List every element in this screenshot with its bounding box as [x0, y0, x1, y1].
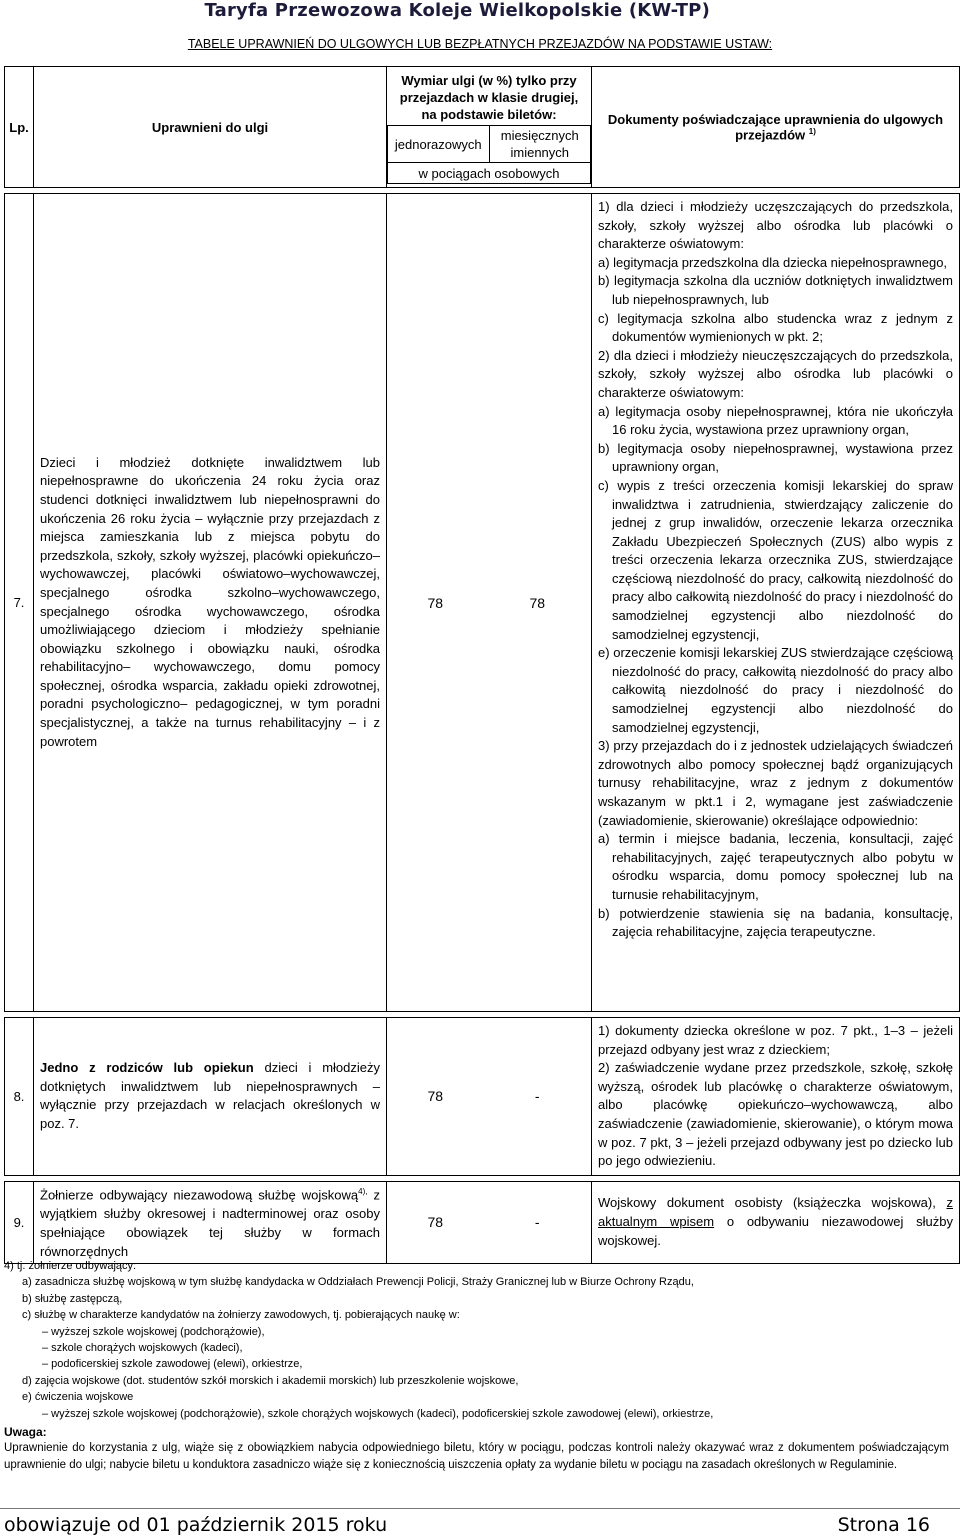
row7-doc-2e: e) orzeczenie komisji lekarskiej ZUS stwierdzające częściową niezdolność do pracy, całkowitą niezdolność do pracy albo całkowitą niezdolność do pracy i niezdolność do samodzielnej egzystencji albo niezdolność do samodzielnej egzystencji, [598, 645, 953, 735]
header-pociagi-osobowe: w pociągach osobowych [388, 163, 591, 184]
row7-doc-1b: b) legitymacja szkolna dla uczniów dotkniętych inwalidztwem lub niepełnosprawnych, lub [598, 273, 953, 307]
entitlements-table [4, 66, 960, 1264]
row8-documents [592, 1018, 960, 1176]
table-row-8 [5, 1018, 960, 1176]
row8-jednorazowych: 78 [387, 1018, 484, 1176]
header-miesiecznych: miesięcznych imiennych [489, 126, 591, 163]
row8-doc-2: 2) zaświadczenie wydane przez przedszkole, szkołę, szkołę wyższą, ośrodek lub placówkę o charakterze oświatowym, albo placówkę opiekuńczo–wychowawczą, albo zaświadczenie (zawiadomienie, skierowanie), o którym mowa w poz. 7 pkt, 3 – jeżeli przejazd odbywany jest po dziecko lub po jego odwiezieniu. [598, 1060, 953, 1169]
row9-doc-underlined: z aktualnym wpisem [598, 1195, 953, 1229]
row7-doc-1c: c) legitymacja szkolna albo studencka wraz z jednym z dokumentów wymienionych w pkt. 2; [598, 310, 953, 345]
row8-description [34, 1018, 387, 1176]
row7-doc-3: 3) przy przejazdach do i z jednostek udzielających świadczeń zdrowotnych albo pomocy społecznej bądź organizujących turnusy rehabilitacyjne, wraz z jednym z dokumentów wskazanym w pkt.1 i 2, wymagane jest zaświadczenie (zawiadomienie, skierowanie) określające odpowiednio: [598, 738, 953, 828]
row9-documents [592, 1181, 960, 1263]
row7-doc-1a: a) legitymacja przedszkolna dla dziecka niepełnosprawnego, [598, 254, 948, 270]
row7-jednorazowych: 78 [387, 194, 484, 1012]
row9-miesiecznych: - [484, 1181, 592, 1263]
header-dokumenty-footnote: 1) [808, 126, 816, 136]
row7-lp: 7. [5, 194, 34, 1012]
table-header-row [5, 67, 960, 188]
footnote-e-dash: – wyższej szkole wojskowej (podchorążowie), szkole chorążych wojskowych (kadeci), podoficerskiej szkole zawodowej (elewi), orkiestrze, [42, 1407, 714, 1420]
header-uprawnieni: Uprawnieni do ulgi [34, 67, 387, 188]
page-footer [0, 1508, 960, 1540]
table-row-7 [5, 194, 960, 1012]
table-section-title: TABELE UPRAWNIEŃ DO ULGOWYCH LUB BEZPŁATNYCH PRZEJAZDÓW NA PODSTAWIE USTAW: [187, 37, 773, 51]
header-dokumenty [592, 67, 960, 188]
uwaga-title: Uwaga: [4, 1425, 47, 1440]
footnote-4 [4, 1258, 949, 1473]
header-lp: Lp. [5, 67, 34, 188]
row7-miesiecznych: 78 [484, 194, 592, 1012]
header-dokumenty-text: Dokumenty poświadczające uprawnienia do ulgowych przejazdów [607, 111, 944, 143]
footnote-c-dash-2: – szkole chorążych wojskowych (kadeci), [42, 1342, 243, 1355]
row7-description: Dzieci i młodzież dotknięte inwalidztwem lub niepełnosprawne do ukończenia 24 roku życia oraz studenci dotknięci inwalidztwem lub niepełnosprawni do ukończenia 26 roku życia – wyłącznie przy przejazdach z miejsca zamieszkania lub z miejsca pobytu do przedszkola, szkoły, szkoły wyższej, placówki opiekuńczo– wychowawczej, placówki oświatowo–wychowawczej, specjalnego ośrodka szkolno–wychowawczego, specjalnego ośrodka wychowawczego, ośrodka umożliwiającego dzieciom i młodzieży spełnianie obowiązku szkolnego i obowiązku nauki, ośrodka rehabilitacyjno– wychowawczego, domu pomocy społecznej, ośrodka wsparcia, zakładu opieki zdrowotnej, poradni psychologiczno– pedagogicznej, w tym poradni specjalistycznej, a także na turnus rehabilitacyjny – i z powrotem [34, 194, 387, 1012]
row7-doc-2a: a) legitymacja osoby niepełnosprawnej, która nie ukończyła 16 roku życia, wystawiona przez uprawniony organ, [598, 403, 953, 438]
row8-miesiecznych: - [484, 1018, 592, 1176]
footnote-item-d: d) zajęcia wojskowe (dot. studentów szkół morskich i akademii morskich) lub przeszkolenie wojskowe, [22, 1374, 519, 1387]
row7-doc-2c: c) wypis z treści orzeczenia komisji lekarskiej do spraw inwalidztwa i zatrudnienia, stwierdzający zaliczenie do jednej z grup inwalidów, orzeczenie lekarza orzecznika Zakładu Ubezpieczeń Społecznych (ZUS) albo wypis z treści orzeczenia lekarza orzecznika ZUS, stwierdzające częściową niezdolność do pracy, całkowitą niezdolność do pracy albo całkowitą niezdolność do pracy i niezdolność do samodzielnej egzystencji albo niezdolność do samodzielnej egzystencji, [598, 477, 953, 642]
row8-description-text: dzieci i młodzieży dotkniętych inwalidztwem lub niepełnosprawnych – wyłącznie przy przejazdach w relacjach określonych w poz. 7. [40, 1060, 380, 1131]
row9-lp: 9. [5, 1181, 34, 1263]
row9-description [34, 1181, 387, 1263]
footnote-c-dash-3: – podoficerskiej szkole zawodowej (elewi), orkiestrze, [42, 1358, 303, 1371]
row9-footnote-ref: 4), [358, 1187, 368, 1197]
document-title: Taryfa Przewozowa Koleje Wielkopolskie (KW-TP) [204, 0, 710, 21]
footer-validity: obowiązuje od 01 październik 2015 roku [4, 1514, 388, 1536]
row8-doc-1: 1) dokumenty dziecka określone w poz. 7 pkt., 1–3 – jeżeli przejazd odbyany jest wraz z dzieckiem; [598, 1023, 953, 1057]
footnote-item-a: a) zasadnicza służbę wojskową w tym służbę kandydacka w Oddziałach Prewencji Policji, Straży Granicznej lub w Biurze Ochrony Rządu, [22, 1276, 694, 1289]
row7-doc-3a: a) termin i miejsce badania, leczenia, konsultacji, zajęć rehabilitacyjnych, zajęć terapeutycznych albo pobytu w ośrodku wsparcia, domu pomocy społecznej lub na turnusie rehabilitacyjnym, [598, 831, 953, 902]
row7-doc-1: 1) dla dzieci i młodzieży uczęszczających do przedszkola, szkoły, szkoły wyższej albo ośrodka lub placówki o charakterze oświatowym: [598, 199, 953, 252]
row7-doc-2b: b) legitymacja osoby niepełnosprawnej, wystawiona przez uprawniony organ, [598, 440, 953, 475]
row9-doc-a: Wojskowy dokument osobisty (książeczka wojskowa), [598, 1195, 936, 1211]
footnote-head: 4) tj. żołnierze odbywający: [4, 1260, 137, 1272]
header-ticket-types [387, 125, 591, 184]
row9-description-rest: z wyjątkiem służby okresowej i nadterminowej oraz osoby spełniające obowiązek tej służby w formach równorzędnych [40, 1187, 380, 1259]
row9-description-text: Żołnierze odbywający niezawodową służbę wojskową [40, 1187, 359, 1203]
footnote-item-c: c) służbę w charakterze kandydatów na żołnierzy zawodowych, tj. pobierających naukę w: [22, 1309, 460, 1322]
header-jednorazowych: jednorazowych [388, 126, 490, 163]
row7-documents [592, 194, 960, 1012]
footnote-item-e: e) ćwiczenia wojskowe [22, 1391, 134, 1404]
row8-lp: 8. [5, 1018, 34, 1176]
row9-jednorazowych: 78 [387, 1181, 484, 1263]
row9-doc-b: o odbywaniu niezawodowej służby wojskowej. [598, 1213, 953, 1248]
footnote-c-dash-1: – wyższej szkole wojskowej (podchorążowie), [42, 1325, 265, 1338]
row8-description-bold: Jedno z rodziców lub opiekun [40, 1060, 254, 1076]
row7-doc-2: 2) dla dzieci i młodzieży nieuczęszczających do przedszkola, szkoły, szkoły wyższej albo ośrodka lub placówki o charakterze oświatowym: [598, 347, 953, 400]
footnote-item-b: b) służbę zastępczą, [22, 1292, 123, 1305]
row7-doc-3b: b) potwierdzenie stawienia się na badania, konsultację, zajęcia rehabilitacyjne, zajęcia terapeutyczne. [598, 905, 953, 940]
uwaga-text: Uprawnienie do korzystania z ulg, wiąże się z obowiązkiem nabycia odpowiedniego biletu, który w pociągu, podczas kontroli należy okazywać wraz z dokumentem poświadczającym uprawnienie do ulgi; nabycie biletu u konduktora zasadniczo wiąże się z koniecznością uiszczenia opłaty za wydanie biletu w pociągu na zasadach określonych w Regulaminie. [4, 1442, 949, 1471]
header-wymiar-ulgi [387, 67, 592, 188]
table-row-9 [5, 1181, 960, 1263]
footer-page-number: Strona 16 [837, 1514, 930, 1536]
header-wymiar-text: Wymiar ulgi (w %) tylko przy przejazdach w klasie drugiej, na podstawie biletów: [399, 73, 579, 122]
